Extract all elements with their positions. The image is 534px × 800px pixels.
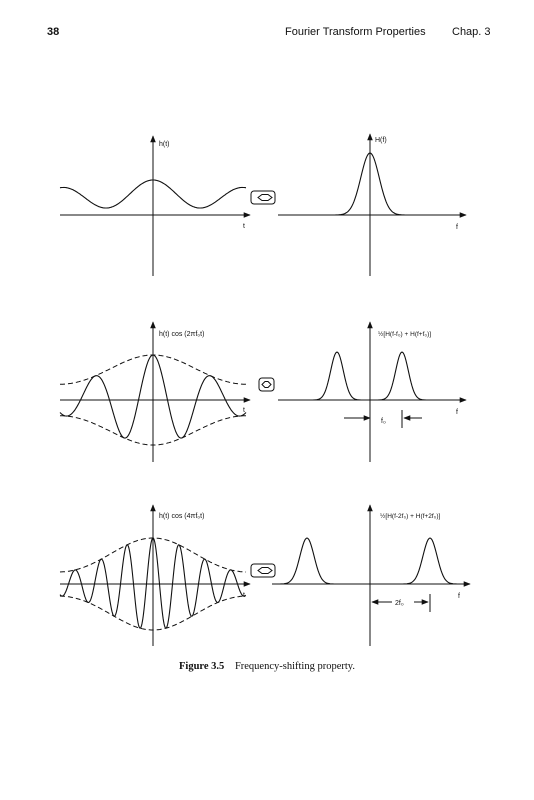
row3-time-label: h(t) cos (4πf₀t) [159, 513, 205, 520]
row3-time-axis-label: t [243, 592, 245, 599]
row2-time-axis-label: t [243, 407, 245, 414]
row2-time-label: h(t) cos (2πf₀t) [159, 331, 205, 338]
row-1 [60, 134, 466, 276]
row2-freq-axis-label: f [456, 409, 458, 416]
row3-freq-label: ½[H(f-2f₀) + H(f+2f₀)] [380, 513, 441, 520]
row3-freq-axis-label: f [458, 593, 460, 600]
row1-freq-label: H(f) [375, 137, 387, 144]
chapter-label: Chap. 3 [452, 26, 491, 38]
running-title: Fourier Transform Properties [285, 26, 426, 38]
row2-shift-label: f₀ [381, 418, 386, 425]
figure-caption [0, 661, 534, 672]
row2-freq-label: ½[H(f-f₀) + H(f+f₀)] [378, 331, 432, 338]
row1-time-label: h(t) [159, 141, 170, 148]
figure-caption-text: Frequency-shifting property. [234, 661, 355, 672]
row1-time-axis-label: t [243, 223, 245, 230]
page-number: 38 [47, 26, 60, 38]
row1-transform-pair-icon [251, 191, 275, 204]
row1-freq-axis-label: f [456, 224, 458, 231]
figure-label: Figure 3.5 [179, 661, 225, 672]
row2-transform-pair-icon [259, 378, 274, 391]
row3-transform-pair-icon [251, 564, 275, 577]
row-2 [60, 322, 466, 462]
row-3 [60, 505, 470, 646]
row3-shift-label: 2f₀ [395, 600, 404, 607]
row2-freq-curve [300, 352, 444, 400]
row3-freq-curve [272, 538, 466, 584]
